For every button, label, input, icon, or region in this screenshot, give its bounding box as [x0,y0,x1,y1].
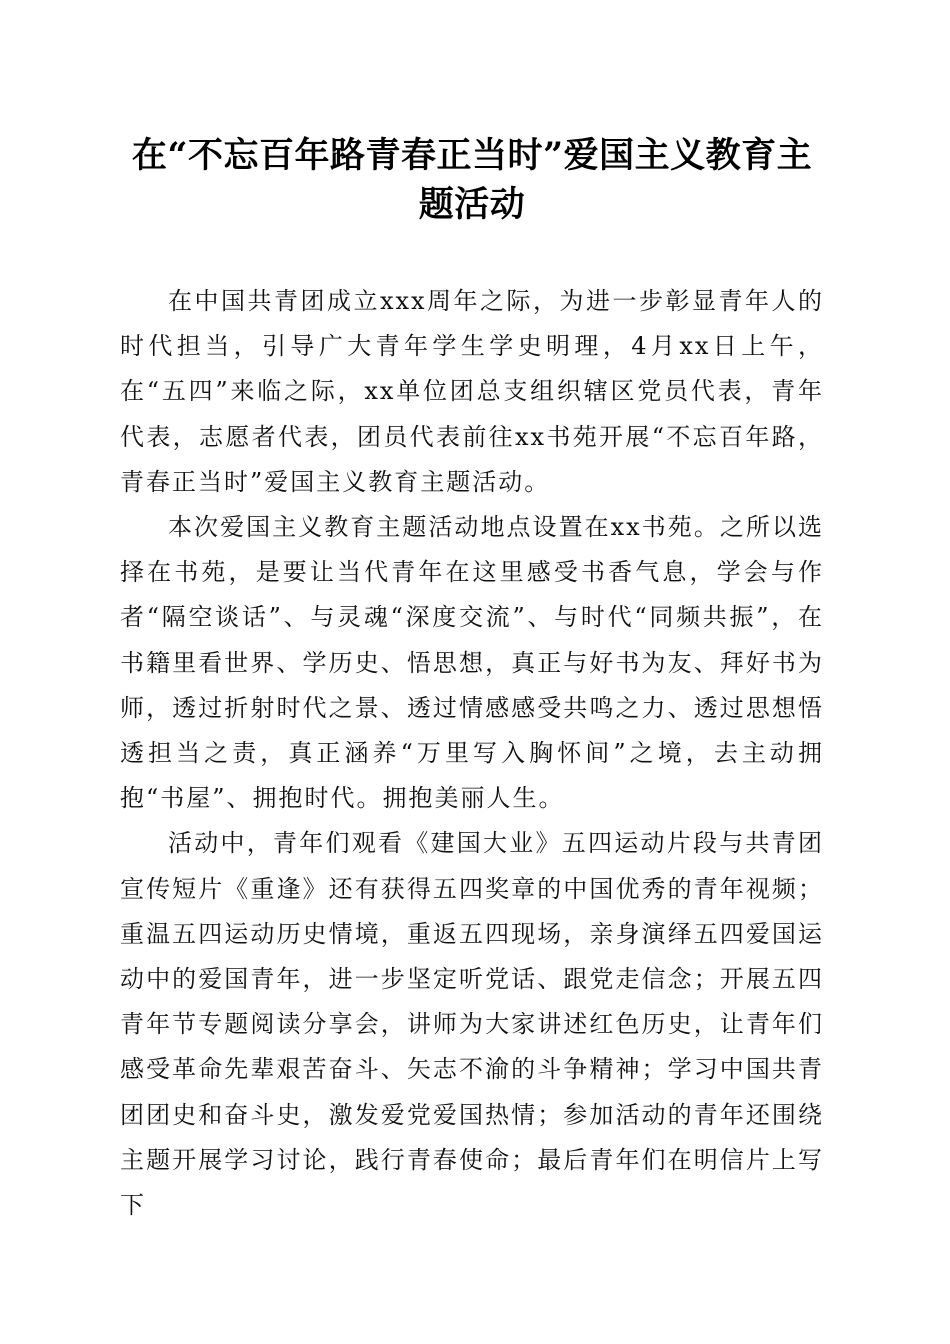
paragraph: 本次爱国主义教育主题活动地点设置在xx书苑。之所以选择在书苑，是要让当代青年在这里感受书香气息，学会与作者“隔空谈话”、与灵魂“深度交流”、与时代“同频共振”，在书籍里看世界、学历史、悟思想，真正与好书为友、拜好书为师，透过折射时代之景、透过情感感受共鸣之力、透过思想悟透担当之责，真正涵养“万里写入胸怀间”之境，去主动拥抱“书屋”、拥抱时代。拥抱美丽人生。 [120,513,824,813]
paragraph: 活动中，青年们观看《建国大业》五四运动片段与共青团宣传短片《重逢》还有获得五四奖章的中国优秀的青年视频；重温五四运动历史情境，重返五四现场，亲身演绎五四爱国运动中的爱国青年，进一步坚定听党话、跟党走信念；开展五四青年节专题阅读分享会，讲师为大家讲述红色历史，让青年们感受革命先辈艰苦奋斗、矢志不渝的斗争精神；学习中国共青团团史和奋斗史，激发爱党爱国热情；参加活动的青年还围绕主题开展学习讨论，践行青春使命；最后青年们在明信片上写下 [120,829,824,1220]
document-title: 在“不忘百年路青春正当时”爱国主义教育主题活动 [131,135,813,225]
paragraph: 在中国共青团成立xxx周年之际，为进一步彰显青年人的时代担当，引导广大青年学生学史明理，4月xx日上午，在“五四”来临之际，xx单位团总支组织辖区党员代表，青年代表，志愿者代表，团员代表前往xx书苑开展“不忘百年路，青春正当时”爱国主义教育主题活动。 [120,287,824,496]
document-body [120,279,824,1228]
